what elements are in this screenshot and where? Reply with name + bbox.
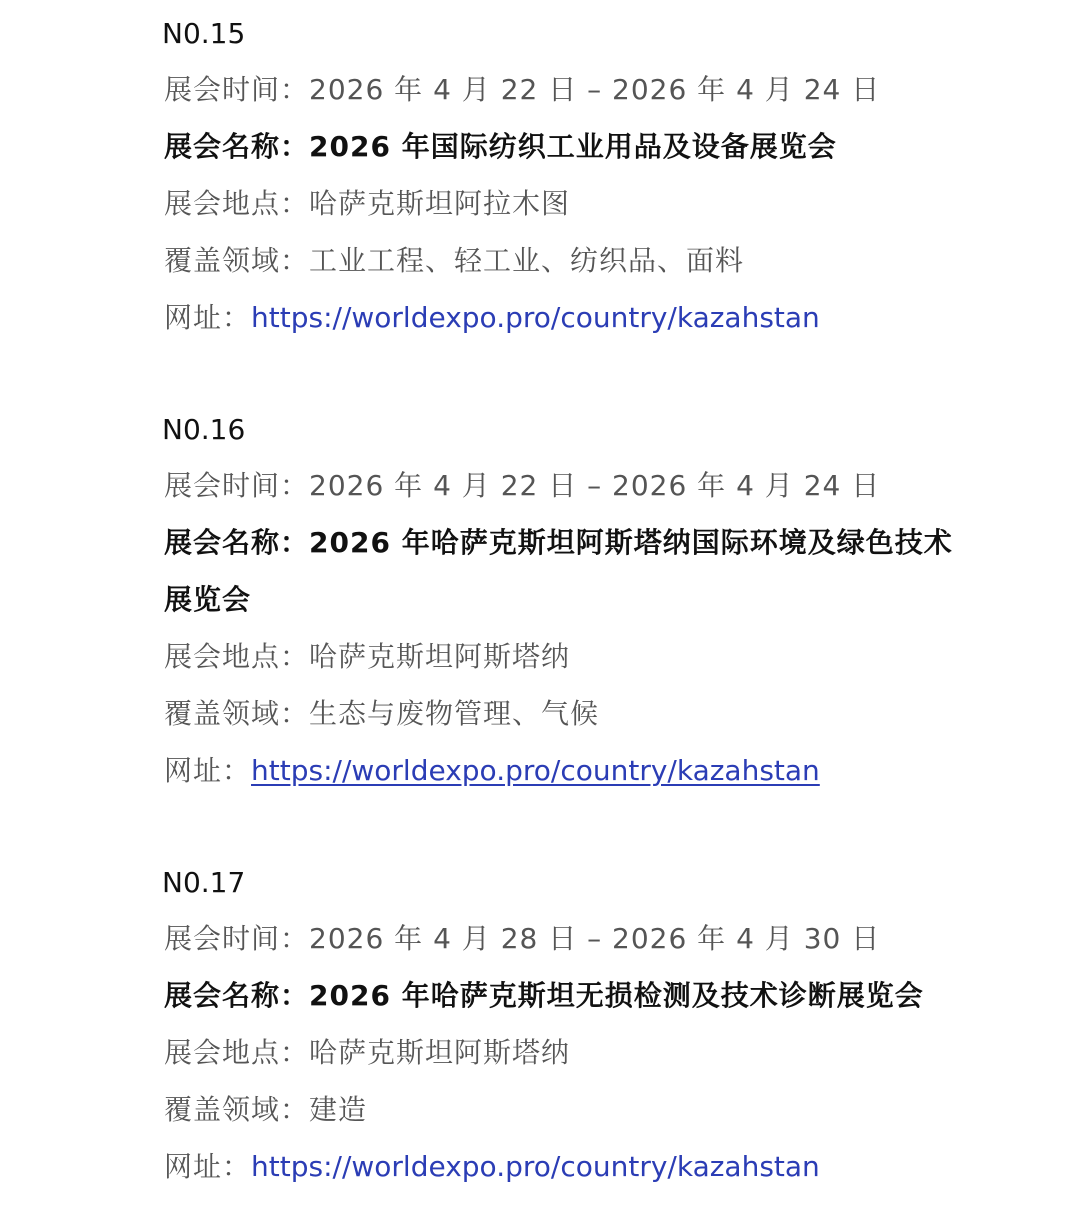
exhibition-name	[164, 976, 924, 1016]
location-value: 哈萨克斯坦阿拉木图	[309, 187, 571, 220]
exhibition-location	[164, 637, 570, 677]
name-label: 展会名称：	[164, 979, 310, 1012]
url-label: 网址：	[164, 1150, 252, 1183]
time-value: 2026 年 4 月 22 日 – 2026 年 4 月 24 日	[309, 469, 881, 502]
field-value: 生态与废物管理、气候	[309, 697, 600, 730]
entry-number: N0.15	[162, 17, 246, 50]
website	[164, 751, 820, 791]
name-value: 2026 年哈萨克斯坦阿斯塔纳国际环境及绿色技术	[309, 526, 953, 559]
exhibition-name	[164, 523, 953, 563]
exhibition-name	[164, 127, 837, 167]
field-label: 覆盖领域：	[164, 244, 310, 277]
location-label: 展会地点：	[164, 640, 310, 673]
location-value: 哈萨克斯坦阿斯塔纳	[309, 1036, 571, 1069]
field-value: 工业工程、轻工业、纺织品、面料	[309, 244, 745, 277]
exhibition-time	[164, 70, 880, 110]
location-value: 哈萨克斯坦阿斯塔纳	[309, 640, 571, 673]
coverage-field	[164, 1090, 367, 1130]
website	[164, 298, 820, 338]
name-label: 展会名称：	[164, 526, 310, 559]
location-label: 展会地点：	[164, 187, 310, 220]
field-label: 覆盖领域：	[164, 1093, 310, 1126]
website-link[interactable]: https://worldexpo.pro/country/kazahstan	[251, 1150, 820, 1183]
website	[164, 1147, 820, 1187]
url-label: 网址：	[164, 301, 252, 334]
exhibition-time	[164, 919, 880, 959]
name-label: 展会名称：	[164, 130, 310, 163]
exhibition-name-continued: 展览会	[164, 583, 252, 616]
entry-number: N0.17	[162, 866, 246, 899]
exhibition-location	[164, 1033, 570, 1073]
location-label: 展会地点：	[164, 1036, 310, 1069]
coverage-field	[164, 694, 599, 734]
exhibition-location	[164, 184, 570, 224]
time-label: 展会时间：	[164, 469, 310, 502]
exhibition-time	[164, 466, 880, 506]
coverage-field	[164, 241, 744, 281]
entry-number: N0.16	[162, 413, 246, 446]
field-label: 覆盖领域：	[164, 697, 310, 730]
time-label: 展会时间：	[164, 922, 310, 955]
name-value: 2026 年国际纺织工业用品及设备展览会	[309, 130, 837, 163]
url-label: 网址：	[164, 754, 252, 787]
website-link[interactable]: https://worldexpo.pro/country/kazahstan	[251, 301, 820, 334]
time-label: 展会时间：	[164, 73, 310, 106]
time-value: 2026 年 4 月 28 日 – 2026 年 4 月 30 日	[309, 922, 881, 955]
time-value: 2026 年 4 月 22 日 – 2026 年 4 月 24 日	[309, 73, 881, 106]
name-value: 2026 年哈萨克斯坦无损检测及技术诊断展览会	[309, 979, 924, 1012]
website-link[interactable]: https://worldexpo.pro/country/kazahstan	[251, 754, 820, 787]
field-value: 建造	[309, 1093, 368, 1126]
